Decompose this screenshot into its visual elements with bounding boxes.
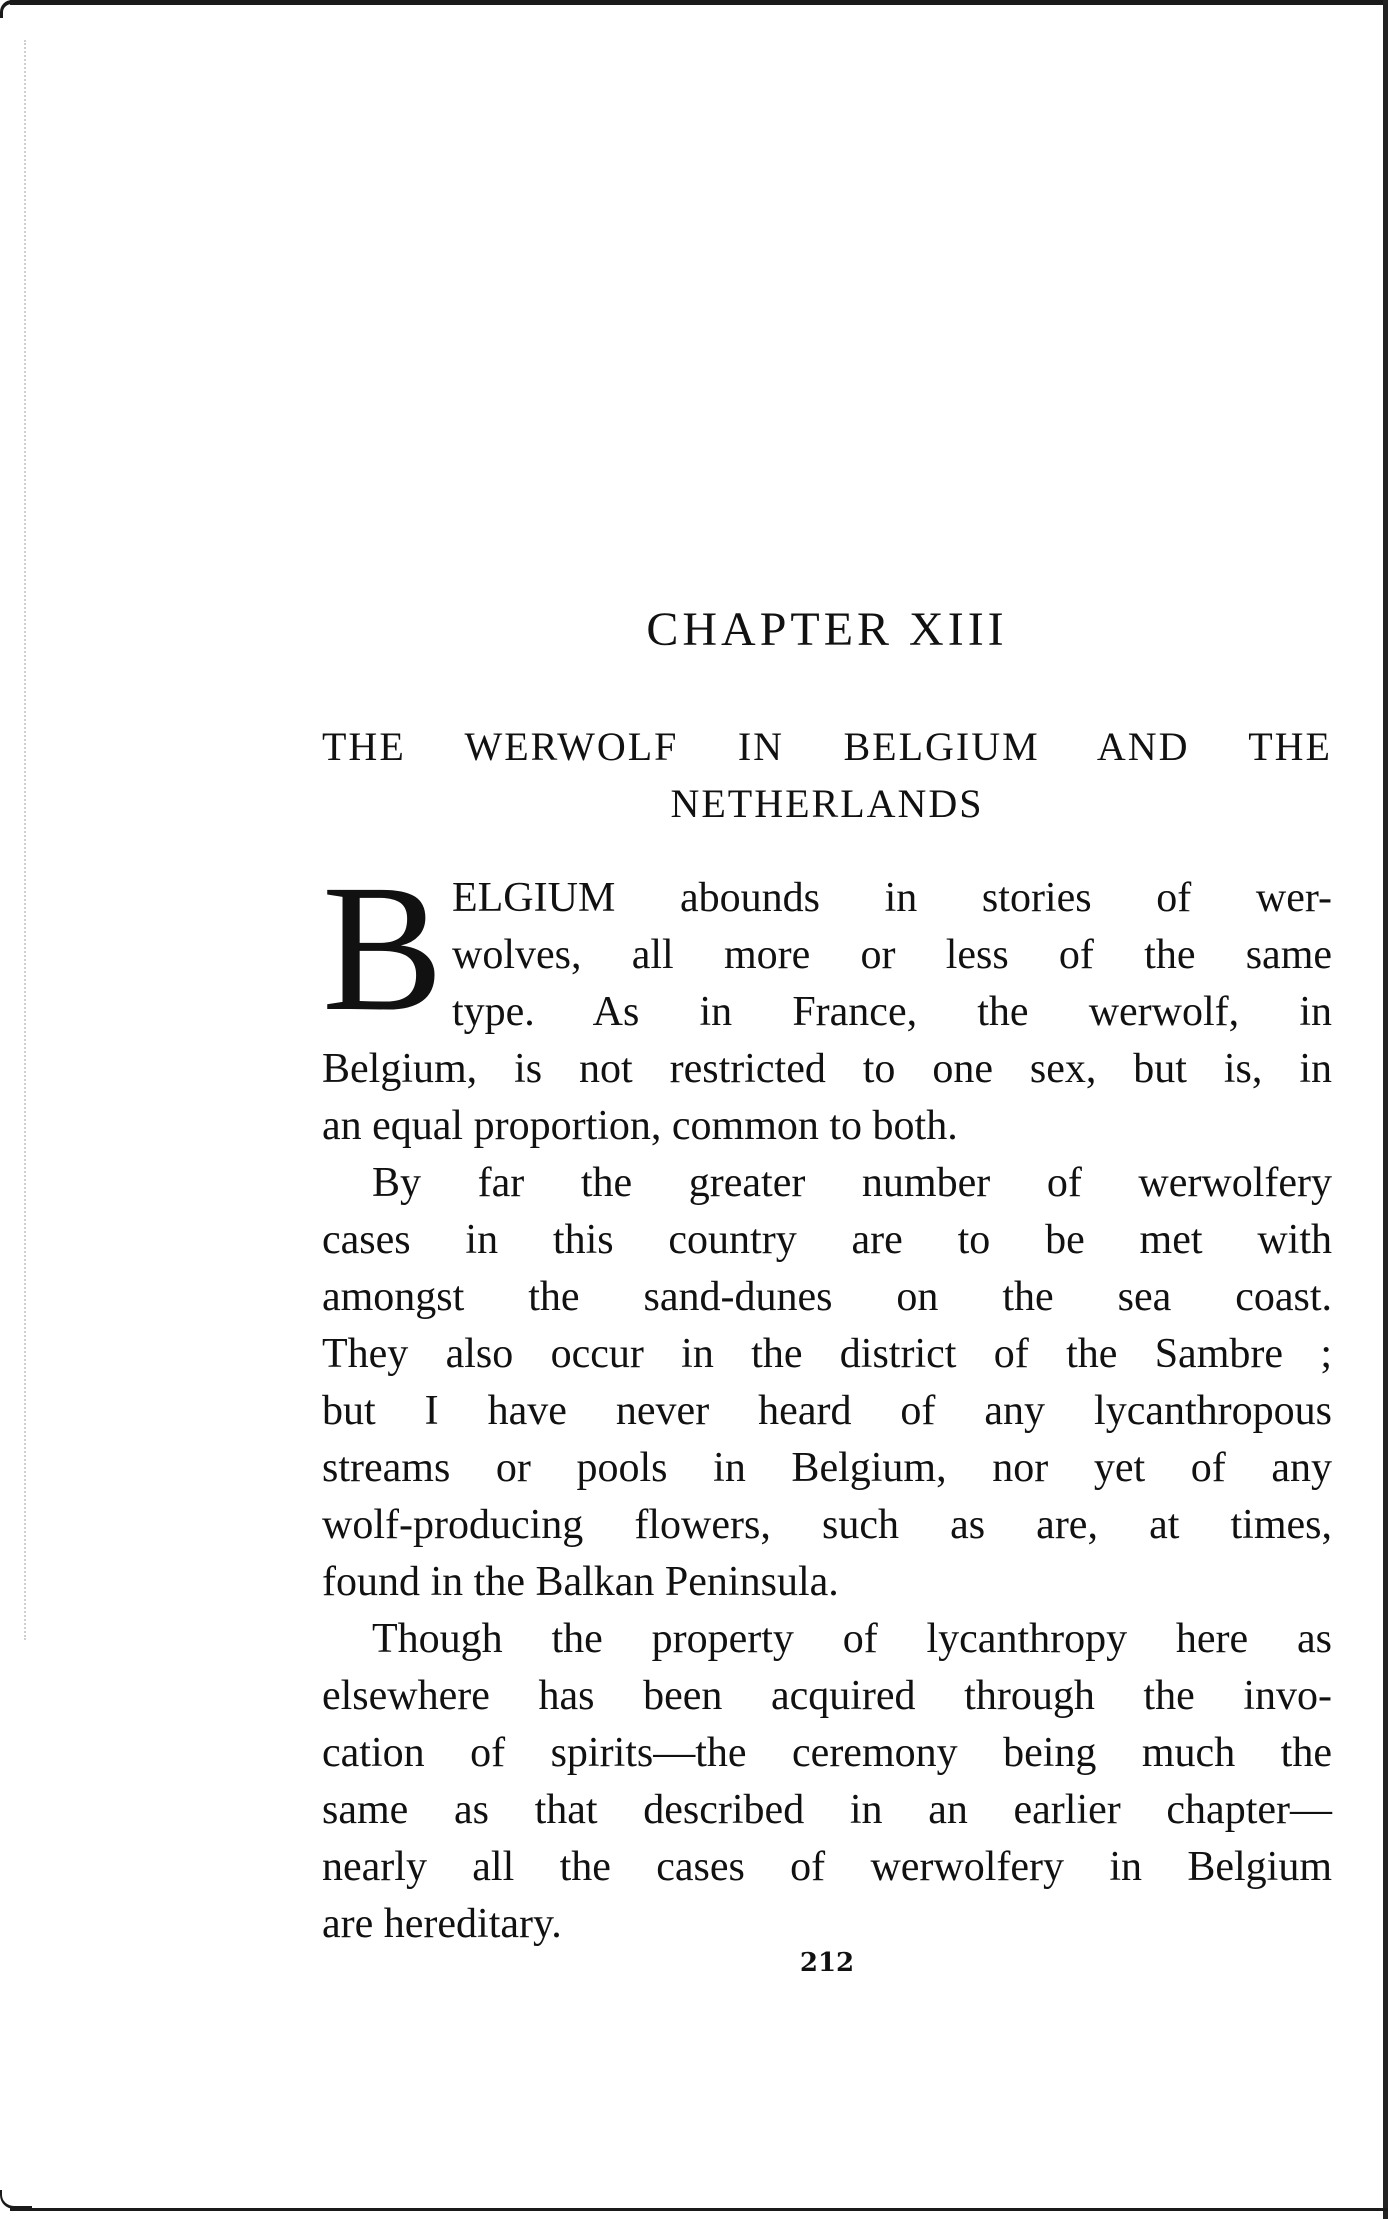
paragraph-line: Belgium, is not restricted to one sex, but is, in — [322, 1046, 1332, 1092]
chapter-title — [322, 718, 1332, 832]
paragraph-line: By far the greater number of werwolfery — [372, 1160, 1332, 1206]
paragraph-line: type. As in France, the werwolf, in — [452, 989, 1332, 1035]
page-edge-top — [10, 0, 1388, 5]
paragraph-line: Though the property of lycanthropy here as — [372, 1616, 1332, 1662]
chapter-body — [322, 848, 1332, 1953]
page-edge-right — [1383, 0, 1388, 2219]
paragraph-line: but I have never heard of any lycanthropous — [322, 1388, 1332, 1434]
page-edge-left — [24, 40, 26, 1640]
page-number: 212 — [799, 1948, 855, 1978]
drop-cap-lines — [322, 848, 1332, 1049]
chapter-title-line-2: NETHERLANDS — [670, 781, 984, 826]
paragraph-1 — [322, 848, 1332, 1155]
page-edge-bottom — [10, 2208, 1388, 2211]
chapter-title-line-1: THE WERWOLF IN BELGIUM AND THE — [322, 724, 1332, 769]
paragraph-line: cases in this country are to be met with — [322, 1217, 1332, 1263]
paragraph-line: wolf-producing flowers, such as are, at times, — [322, 1502, 1332, 1548]
paragraph-line: nearly all the cases of werwolfery in Belgium — [322, 1844, 1332, 1890]
drop-cap: B — [322, 848, 444, 1049]
paragraph-line: amongst the sand-dunes on the sea coast. — [322, 1274, 1332, 1320]
paragraph-line: elsewhere has been acquired through the invo- — [322, 1673, 1332, 1719]
paragraph-line: an equal proportion, common to both. — [322, 1103, 958, 1149]
page-corner-bottom-left — [0, 2190, 32, 2209]
paragraph-3 — [322, 1611, 1332, 1953]
paragraph-line: same as that described in an earlier chapter— — [322, 1787, 1332, 1833]
page-corner-top-left — [0, 0, 21, 18]
paragraph-line: wolves, all more or less of the same — [452, 932, 1332, 978]
paragraph-line: streams or pools in Belgium, nor yet of any — [322, 1445, 1332, 1491]
paragraph-line: ELGIUM abounds in stories of wer- — [452, 875, 1332, 921]
chapter-number: CHAPTER XIII — [646, 603, 1008, 656]
paragraph-line: found in the Balkan Peninsula. — [322, 1559, 839, 1605]
paragraph-line: They also occur in the district of the Sambre ; — [322, 1331, 1332, 1377]
paragraph-line: cation of spirits—the ceremony being much the — [322, 1730, 1332, 1776]
paragraph-line: are hereditary. — [322, 1901, 562, 1947]
paragraph-2 — [322, 1155, 1332, 1611]
